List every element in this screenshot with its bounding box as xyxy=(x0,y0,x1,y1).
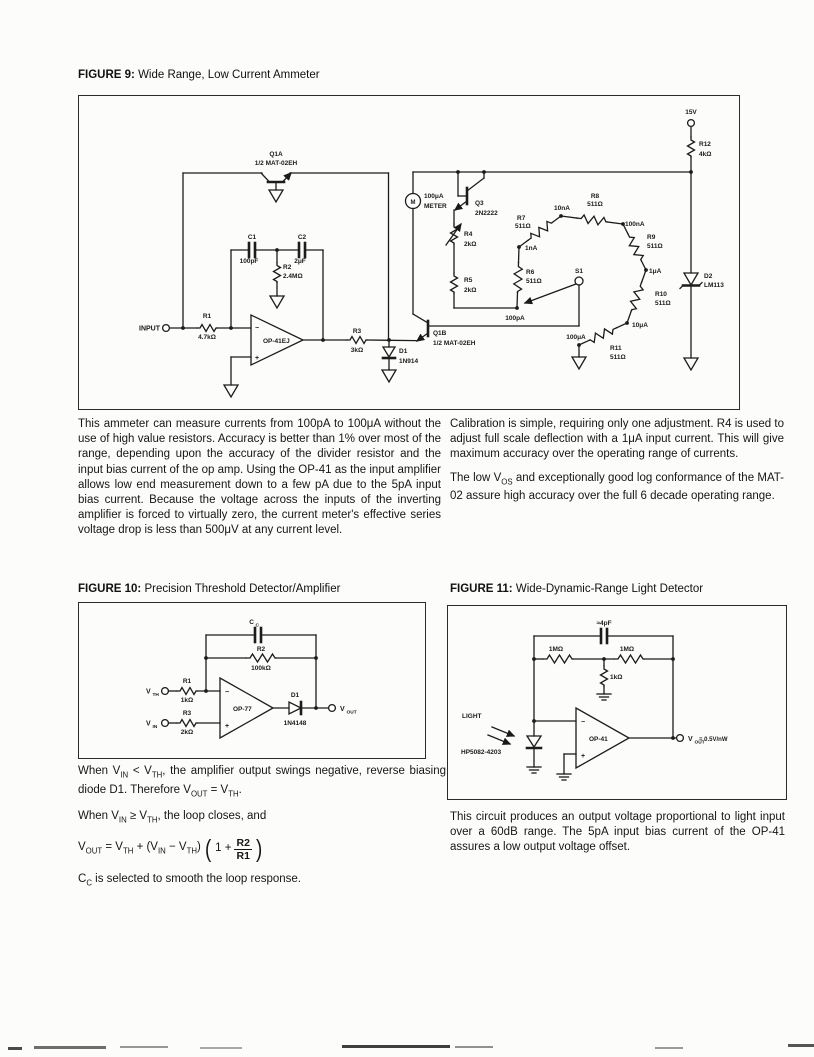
fig9-r4-r5 xyxy=(446,224,517,308)
fig11-opamp xyxy=(557,708,683,780)
fig9-feedback-loop xyxy=(183,173,389,340)
fig11-light-label: LIGHT xyxy=(462,713,482,720)
fig9-r7-val: 511Ω xyxy=(515,223,531,230)
fig10-cc-sub: C xyxy=(255,623,259,629)
fig9-r5-ref: R5 xyxy=(464,277,473,284)
fig9-r1-val: 4.7kΩ xyxy=(198,334,216,341)
fig10-r2-val: 100kΩ xyxy=(251,665,271,672)
fig9-r3-val: 3kΩ xyxy=(350,347,364,354)
fig10-vin-branch xyxy=(162,720,220,727)
fig9-meter-val: 100μA xyxy=(424,193,444,200)
figure11-panel xyxy=(447,605,787,800)
fig9-q1a-part: 1/2 MAT-02EH xyxy=(254,160,298,167)
fig9-r11-val: 511Ω xyxy=(610,354,626,361)
figure9-panel xyxy=(78,95,740,410)
scan-artifact xyxy=(8,1047,22,1050)
figure11-title-caption: Wide-Dynamic-Range Light Detector xyxy=(512,583,704,595)
fig9-r10-ref: R10 xyxy=(655,291,667,298)
formula-numerator: R2 xyxy=(236,836,250,849)
paragraph: When $V_{IN} < V_{TH}$, the amplifier output swings negative, reverse biasing diode D1. Therefore $V_{OUT} = V_{TH}$. xyxy=(78,765,446,798)
fig11-feedback-resistors xyxy=(534,655,673,700)
fig9-opamp xyxy=(224,315,347,397)
fig11-photodiode-part: HP5082-4203 xyxy=(461,749,502,756)
fig9-r4-val: 2kΩ xyxy=(464,241,477,248)
scan-artifact xyxy=(120,1046,168,1048)
fig10-d1-output xyxy=(289,702,335,714)
figure10-title-label: FIGURE 10: xyxy=(78,583,142,595)
fig9-r2-val: 2.4MΩ xyxy=(283,273,303,280)
figure9-title-caption: Wide Range, Low Current Ammeter xyxy=(134,69,320,81)
fig11-cap-label: ≈4pF xyxy=(596,620,612,627)
fig10-vth-branch xyxy=(162,688,220,695)
formula-pre: $V_{OUT} = V_{TH} + (V_{IN} - V_{TH})$ xyxy=(78,840,201,856)
fig9-r12-val: 4kΩ xyxy=(699,151,712,158)
fig9-d1-ref: D1 xyxy=(399,348,408,355)
fig9-c1-val: 100pF xyxy=(239,258,259,265)
fig10-r3-val: 2kΩ xyxy=(180,729,194,736)
figure11-title xyxy=(450,583,703,595)
fig9-r7-ref: R7 xyxy=(517,215,526,222)
fig10-opamp-plus: + xyxy=(224,723,230,730)
scan-artifact xyxy=(200,1047,242,1049)
fig9-c2-val: 2μF xyxy=(294,258,306,265)
fig9-r1-ref: R1 xyxy=(202,313,212,320)
fig9-d1-val: 1N914 xyxy=(399,358,419,365)
formula-one-plus: 1 + xyxy=(215,842,232,855)
paragraph: This circuit produces an output voltage proportional to light input over a 60dB range. The 5pA input bias current of the OP-41 assures a low output voltage offset. xyxy=(450,811,785,854)
fig9-tap-1nA: 1nA xyxy=(525,245,538,252)
fig9-r11-ref: R11 xyxy=(610,345,622,352)
fig11-photodiode xyxy=(488,721,576,773)
fig10-opamp-minus: − xyxy=(224,689,230,696)
fig11-r-left-val: 1MΩ xyxy=(548,646,564,653)
fig11-vout-sub: OUT xyxy=(694,740,705,746)
fig10-formula xyxy=(78,834,446,863)
scan-artifact xyxy=(342,1045,450,1048)
fig9-q1b-part: 1/2 MAT-02EH xyxy=(433,340,476,347)
formula-rparen: ) xyxy=(255,834,263,863)
fig9-r2-ref: R2 xyxy=(283,264,292,271)
fig9-r3-ref: R3 xyxy=(352,328,362,335)
fig10-d1-ref: D1 xyxy=(290,692,300,699)
fig10-r2-ref: R2 xyxy=(256,646,266,653)
fig9-tap-10nA: 10nA xyxy=(554,205,570,212)
fig9-r12-ref: R12 xyxy=(699,141,711,148)
fig10-vth-label: V xyxy=(146,688,151,696)
fig9-r8-val: 511Ω xyxy=(587,201,603,208)
fig9-r6-val: 511Ω xyxy=(526,278,542,285)
fig10-r2-loop xyxy=(206,654,316,662)
fig9-q1a-ref: Q1A xyxy=(269,151,283,158)
figure11-schematic xyxy=(448,606,786,799)
fig10-vth-sub: TH xyxy=(152,693,159,698)
fig10-vout-label: V xyxy=(340,706,345,713)
fig9-tap-100uA: 100μA xyxy=(566,334,586,341)
figure10-title xyxy=(78,583,340,595)
fig10-vin-label: V xyxy=(146,720,151,728)
fig9-input-branch xyxy=(163,325,251,332)
scan-artifact xyxy=(655,1047,683,1049)
fig10-opamp xyxy=(220,678,289,738)
fig9-tap-1uA: 1μA xyxy=(649,268,662,275)
figure9-body-left xyxy=(78,417,441,547)
fig9-c1-ref: C1 xyxy=(247,234,257,241)
fig11-r-right-val: 1MΩ xyxy=(619,646,635,653)
fig11-opamp-label: OP-41 xyxy=(589,736,608,743)
paragraph: The low $V_{OS}$ and exceptionally good log conformance of the MAT-02 assure high accuracy over the full 6 decade operating range. xyxy=(450,471,784,503)
fig9-r9-ref: R9 xyxy=(647,234,656,241)
figure11-body xyxy=(450,810,785,864)
fig9-c2-ref: C2 xyxy=(297,234,307,241)
fig9-d2-ref: D2 xyxy=(704,273,713,280)
figure9-title xyxy=(78,69,320,81)
paragraph: $C_C$ is selected to smooth the loop response. xyxy=(78,872,302,887)
fig9-tap-100pA: 100pA xyxy=(505,315,525,322)
fig11-r-1k-val: 1kΩ xyxy=(610,674,623,681)
fig9-meter-m: M xyxy=(410,199,416,206)
fig10-r1-ref: R1 xyxy=(182,678,192,685)
figure10-title-caption: Precision Threshold Detector/Amplifier xyxy=(141,583,341,595)
fig10-cc-ref: C xyxy=(249,619,254,626)
fig9-opamp-plus: + xyxy=(254,355,260,362)
fig11-vout-label: V xyxy=(688,736,693,743)
formula-lparen: ( xyxy=(204,834,212,863)
fig10-r1-val: 1kΩ xyxy=(180,697,194,704)
paragraph: When $V_{IN} \ge V_{TH}$, the loop closes, and xyxy=(78,810,267,825)
fig10-vin-sub: IN xyxy=(152,725,158,730)
fig9-r6-ref: R6 xyxy=(526,269,535,276)
fig9-tap-10uA: 10μA xyxy=(632,322,648,329)
fig11-opamp-minus: − xyxy=(580,719,586,726)
fig9-q1b-ref: Q1B xyxy=(433,330,447,337)
formula-fraction xyxy=(234,837,251,862)
fig9-d2-val: LM113 xyxy=(704,282,724,289)
fig11-vout-value: = 0.5V/nW xyxy=(699,737,728,743)
fig9-r5-val: 2kΩ xyxy=(464,287,477,294)
fig9-q3-ref: Q3 xyxy=(475,200,484,207)
fig10-vout-sub: OUT xyxy=(346,710,357,716)
formula-denominator: R1 xyxy=(236,849,250,862)
fig9-opamp-label: OP-41EJ xyxy=(263,338,290,345)
figure9-title-label: FIGURE 9: xyxy=(78,69,135,81)
fig9-q3-part: 2N2222 xyxy=(475,210,498,217)
fig9-tap-100nA: 100nA xyxy=(625,221,645,228)
fig10-r3-ref: R3 xyxy=(182,710,192,717)
fig9-15v-label: 15V xyxy=(685,109,697,116)
fig9-r10-val: 511Ω xyxy=(655,300,671,307)
figure9-schematic xyxy=(79,96,739,409)
scan-artifact xyxy=(788,1044,814,1047)
figure10-schematic xyxy=(79,603,425,758)
fig9-opamp-minus: − xyxy=(254,325,260,332)
paragraph: Calibration is simple, requiring only one adjustment. R4 is used to adjust full scale deflection with a 1μA input current. This will give maximum accuracy over the operating range of currents. xyxy=(450,418,784,461)
figure11-title-label: FIGURE 11: xyxy=(450,583,513,595)
fig9-r4-ref: R4 xyxy=(464,231,473,238)
fig9-s1-label: S1 xyxy=(575,268,583,275)
scan-artifact xyxy=(455,1046,493,1048)
fig10-opamp-label: OP-77 xyxy=(233,706,252,713)
figure9-body-right xyxy=(450,417,784,512)
fig11-opamp-plus: + xyxy=(580,753,586,760)
scan-artifact xyxy=(34,1046,106,1049)
fig9-meter-label: METER xyxy=(424,203,447,210)
figure10-panel xyxy=(78,602,426,759)
figure10-body xyxy=(78,764,446,898)
fig10-d1-val: 1N4148 xyxy=(283,720,307,727)
fig9-r9-val: 511Ω xyxy=(647,243,663,250)
fig9-r8-ref: R8 xyxy=(590,193,600,200)
fig9-input-label: INPUT xyxy=(139,325,160,333)
paragraph: This ammeter can measure currents from 100pA to 100μA without the use of high value resistors. Accuracy is better than 1% over most of the range, depending upon the accuracy of the divider resistor and the input bias current of the op amp. Using the OP-41 as the input amplifier allows low end measurement down to a few pA due to the 5pA input bias current. Because the voltage across the inputs of the inverting amplifier is forced to virtually zero, the current meter's effective series voltage drop is less than 500μV at any current level. xyxy=(78,418,441,537)
fig11-junctions xyxy=(532,657,675,740)
